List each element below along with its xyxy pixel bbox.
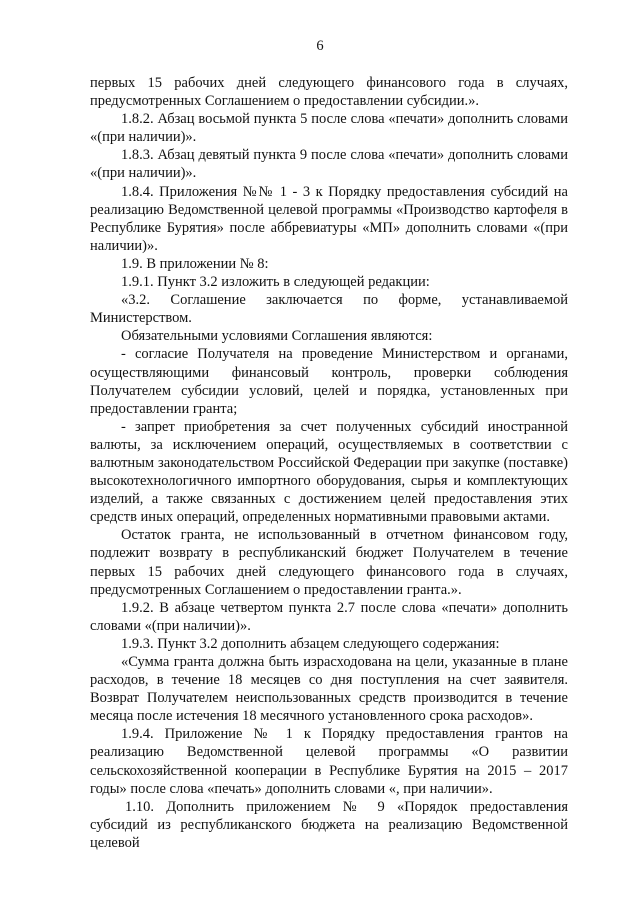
document-body xyxy=(90,74,568,852)
paragraph-condition-currency-ban: - запрет приобретения за счет полученных субсидий иностранной валюты, за исключением операций, осуществляемых в соответствии с валютным законодательством Российской Федерации при закупке (поставке) высокотехнологичного импортного оборудования, сырья и комплектующих изделий, а также связанных с достижением целей предоставления этих средств иных операций, определенных нормативными правовыми актами. xyxy=(90,418,568,526)
paragraph-condition-consent: - согласие Получателя на проведение Министерством и органами, осуществляющими финансовый контроль, проверки соблюдения Получателем субсидии условий, целей и порядка, установленных при предоставлении гранта; xyxy=(90,346,568,417)
paragraph-continuation: первых 15 рабочих дней следующего финансового года в случаях, предусмотренных Соглашением о предоставлении субсидии.». xyxy=(90,75,568,110)
paragraph-1-8-4: 1.8.4. Приложения №№ 1 - 3 к Порядку предоставления субсидий на реализацию Ведомственной целевой программы «Производство картофеля в Республике Бурятия» после аббревиатуры «МП» дополнить словами «(при наличии)». xyxy=(90,183,568,254)
paragraph-1-9-3: 1.9.3. Пункт 3.2 дополнить абзацем следующего содержания: xyxy=(121,635,500,652)
paragraph-1-9-4: 1.9.4. Приложение № 1 к Порядку предоставления грантов на реализацию Ведомственной целевой программы «О развитии сельскохозяйственной кооперации в Республике Бурятия на 2015 – 2017 годы» после слова «печать» дополнить словами «, при наличии». xyxy=(90,726,568,797)
paragraph-1-9-2: 1.9.2. В абзаце четвертом пункта 2.7 после слова «печати» дополнить словами «(при наличии)». xyxy=(90,599,568,634)
paragraph-1-9: 1.9. В приложении № 8: xyxy=(121,255,269,272)
paragraph-1-8-2: 1.8.2. Абзац восьмой пункта 5 после слова «печати» дополнить словами «(при наличии)». xyxy=(90,111,568,146)
paragraph-1-9-1: 1.9.1. Пункт 3.2 изложить в следующей редакции: xyxy=(121,274,430,291)
paragraph-conditions-intro: Обязательными условиями Соглашения являются: xyxy=(121,328,433,345)
page-number: 6 xyxy=(316,38,324,54)
paragraph-1-8-3: 1.8.3. Абзац девятый пункта 9 после слова «печати» дополнить словами «(при наличии)». xyxy=(90,147,568,182)
paragraph-3-2-quote: «3.2. Соглашение заключается по форме, устанавливаемой Министерством. xyxy=(90,292,568,327)
paragraph-1-10: 1.10. Дополнить приложением № 9 «Порядок предоставления субсидий из республиканского бюджета на реализацию Ведомственной целевой xyxy=(90,798,568,851)
paragraph-grant-spending-quote: «Сумма гранта должна быть израсходована на цели, указанные в плане расходов, в течение 18 месяцев со дня поступления на счет заявителя. Возврат Получателем неиспользованных средств производится в течение месяца после истечения 18 месячного установленного срока расходов». xyxy=(90,654,568,725)
paragraph-grant-remainder: Остаток гранта, не использованный в отчетном финансовом году, подлежит возврату в республиканский бюджет Получателем в течение первых 15 рабочих дней следующего финансового года в случаях, предусмотренных Соглашением о предоставлении гранта.». xyxy=(90,527,568,598)
